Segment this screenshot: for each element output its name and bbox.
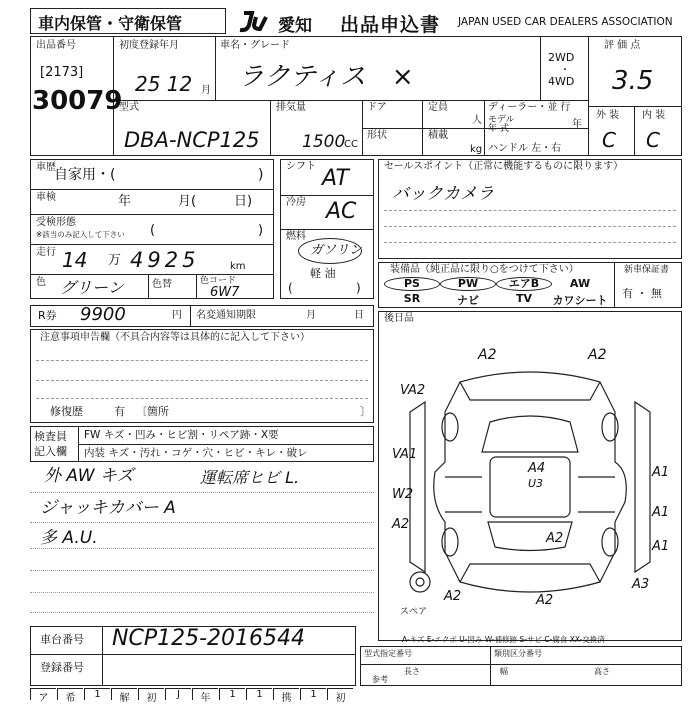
mark-a1-r2: A1 xyxy=(652,505,670,520)
comment-2: ジャッキカバー A xyxy=(40,498,176,518)
ac-value: AC xyxy=(326,199,357,224)
insp-month: 月( xyxy=(178,194,197,209)
warranty-label: 新車保証書 xyxy=(624,265,670,275)
lot-number: 30079 xyxy=(32,86,123,116)
lot-small: [2173] xyxy=(40,65,84,80)
insp-year: 年 xyxy=(118,194,132,209)
received-close: ) xyxy=(258,223,264,238)
footer-item: 1 xyxy=(300,688,326,700)
mark-va2: VA2 xyxy=(400,383,426,398)
history-value: 自家用・( xyxy=(54,167,116,183)
repair-close: 〕 xyxy=(360,405,371,418)
sales-points-label: セールスポイント（正常に機能するものに限ります） xyxy=(384,161,624,172)
footer-item: 希 xyxy=(57,688,83,700)
reg-label: 登録番号 xyxy=(40,661,84,674)
association-name: JAPAN USED CAR DEALERS ASSOCIATION xyxy=(458,16,673,28)
model-value: ラクティス × xyxy=(238,62,414,92)
mark-u3: U3 xyxy=(528,477,544,490)
length-label: 長さ xyxy=(404,667,420,676)
handle-label: ハンドル 左・右 xyxy=(488,143,562,154)
mark-a2-spare: A2 xyxy=(444,589,462,604)
mark-a4: A4 xyxy=(528,461,546,476)
model-label: 車名・グレード xyxy=(220,40,290,51)
color-value: グリーン xyxy=(60,278,124,297)
equipment-item: エアB xyxy=(496,277,552,291)
first-reg-label: 初度登録年月 xyxy=(119,40,179,51)
footer-item: J xyxy=(165,688,191,700)
equipment-item: ナビ xyxy=(457,294,479,307)
storage-title: 車内保管・守衛保管 xyxy=(38,14,183,33)
exterior-value: C xyxy=(602,128,616,152)
seats-label: 定員 xyxy=(428,102,448,113)
inspector-row1: FW キズ・凹み・ヒビ割・リペア跡・X要 xyxy=(84,429,279,441)
height-label: 高さ xyxy=(594,667,610,676)
disp-unit: CC xyxy=(344,139,358,150)
footer-item: 解 xyxy=(111,688,137,700)
history-label: 車歴 xyxy=(36,162,56,173)
footer-item: 初 xyxy=(138,688,164,700)
category: 類別区分番号 xyxy=(494,649,542,658)
mark-a2-rear2: A2 xyxy=(536,593,554,608)
mark-a1-r1: A1 xyxy=(652,465,670,480)
footer-item: 初 xyxy=(327,688,353,700)
type-value: DBA-NCP125 xyxy=(124,128,260,152)
equipment-item: PS xyxy=(384,277,440,291)
lot-label: 出品番号 xyxy=(36,40,76,51)
footer-item: ア xyxy=(30,688,56,700)
disp-value: 1500 xyxy=(302,132,346,152)
color-label: 色 xyxy=(36,277,46,288)
insp-day: 日) xyxy=(234,194,253,209)
interior-value: C xyxy=(646,128,660,152)
mileage-rest: 4925 xyxy=(130,248,200,272)
mileage-unit: km xyxy=(230,261,246,272)
fuel-close: ) xyxy=(356,281,361,295)
equipment-item: TV xyxy=(515,292,533,305)
comment-3: 多 A.U. xyxy=(40,528,98,548)
equipment-item: カワシート xyxy=(552,294,608,307)
mileage-man-unit: 万 xyxy=(108,253,122,268)
type-label: 型式 xyxy=(119,102,139,113)
shift-value: AT xyxy=(322,166,349,191)
warranty-value: 有 ・ 無 xyxy=(622,287,662,300)
fuel-alt: 軽 油 xyxy=(310,267,336,280)
damage-legend: A-キズ E-エクボ U-凹み W-補修跡 S-サビ C-腐食 XX-交換済 xyxy=(402,635,605,644)
recycle-value: 9900 xyxy=(80,304,126,325)
mileage-man: 14 xyxy=(62,248,88,272)
mark-a2-rear1: A2 xyxy=(546,531,564,546)
score-label: 評 価 点 xyxy=(604,40,641,51)
sales-points-box xyxy=(378,159,682,259)
mark-a2-left: A2 xyxy=(392,517,410,532)
inspector-label2: 記入欄 xyxy=(34,445,67,458)
side-note: 運転席ヒビ L. xyxy=(200,468,300,487)
drive-2wd: 2WD xyxy=(548,51,575,64)
inspector-label1: 検査員 xyxy=(34,430,67,443)
repair-value: 有 xyxy=(114,405,125,418)
footer-item: 1 xyxy=(246,688,272,700)
disp-label: 排気量 xyxy=(276,102,306,113)
mileage-label: 走行 xyxy=(36,247,56,258)
reference-label: 参考 xyxy=(372,675,388,684)
fuel-value: ガソリン xyxy=(310,243,363,258)
transfer-label: 名変通知期限 xyxy=(196,310,256,321)
history-close: ) xyxy=(258,167,264,183)
spare-label: スペア xyxy=(400,607,428,617)
equipment-label: 装備品（純正品に限り○をつけて下さい） xyxy=(390,264,579,275)
footer-item: 1 xyxy=(219,688,245,700)
fuel-label: 燃料 xyxy=(286,231,306,242)
after-install-label: 後日品 xyxy=(384,313,414,324)
inspection-label: 車検 xyxy=(36,192,56,203)
received-sub: ※該当のみ記入して下さい xyxy=(36,230,125,239)
received-label: 受検形態 xyxy=(36,217,76,228)
model-year-label: モデル 年 式 xyxy=(488,115,515,134)
inspector-row2: 内装 キズ・汚れ・コゲ・穴・ヒビ・キレ・破レ xyxy=(84,447,308,459)
repair-paren: 〔箇所 xyxy=(136,405,169,418)
footer-item: 携 xyxy=(273,688,299,700)
shape-label: 形状 xyxy=(367,130,387,141)
org-name: 愛知 xyxy=(278,16,312,36)
mark-w2: W2 xyxy=(392,487,414,502)
received-paren: ( xyxy=(150,223,156,238)
month-unit: 月 xyxy=(201,85,211,96)
first-reg-value: 25 12 xyxy=(135,72,193,96)
color-change-label: 色替 xyxy=(152,279,172,290)
width-label: 幅 xyxy=(500,667,508,676)
type-designation: 型式指定番号 xyxy=(364,649,412,658)
drive-dot: ・ xyxy=(560,65,570,76)
load-unit: kg xyxy=(470,144,483,155)
sales-points-value: バックカメラ xyxy=(392,184,494,204)
color-code-value: 6W7 xyxy=(210,285,240,300)
load-label: 積載 xyxy=(428,130,448,141)
equipment-item: PW xyxy=(440,277,496,291)
color-code-label: 色コード xyxy=(200,276,237,286)
chassis-label: 車台番号 xyxy=(40,633,84,646)
mark-front-right: A2 xyxy=(588,347,607,363)
ac-label: 冷房 xyxy=(286,197,306,208)
transfer-day: 日 xyxy=(354,310,364,321)
fuel-circle xyxy=(298,238,362,264)
repair-label: 修復歴 xyxy=(50,405,83,418)
footer-item: 年 xyxy=(192,688,218,700)
recycle-label: R券 xyxy=(38,309,57,322)
equipment-item: SR xyxy=(403,292,421,305)
fuel-paren: ( xyxy=(288,281,293,295)
interior-label: 内 装 xyxy=(642,110,666,121)
exterior-label: 外 装 xyxy=(596,110,620,121)
mark-va1: VA1 xyxy=(392,447,418,462)
mark-a1-r3: A1 xyxy=(652,539,670,554)
chassis-value: NCP125-2016544 xyxy=(112,626,305,651)
score-value: 3.5 xyxy=(612,66,654,96)
form-title: 出品申込書 xyxy=(340,14,441,36)
equipment-grid xyxy=(384,277,610,307)
footer-item: 1 xyxy=(84,688,110,700)
equipment-item: AW xyxy=(569,277,591,290)
mark-front-left: A2 xyxy=(478,347,497,363)
year-unit: 年 xyxy=(572,119,582,130)
comment-1: 外 AW キズ xyxy=(44,466,134,486)
notes-label: 注意事項申告欄（不具合内容等は具体的に記入して下さい） xyxy=(40,332,310,343)
dealer-label: ディーラー・並 行 xyxy=(488,102,571,113)
recycle-unit: 円 xyxy=(172,310,182,321)
seats-unit: 人 xyxy=(472,115,482,126)
shift-label: シフト xyxy=(286,161,316,172)
transfer-month: 月 xyxy=(306,310,316,321)
door-label: ドア xyxy=(367,102,387,113)
ju-logo xyxy=(238,9,276,33)
drive-4wd: 4WD xyxy=(548,75,575,88)
mark-a3: A3 xyxy=(632,577,650,592)
footer-strip xyxy=(30,688,360,704)
